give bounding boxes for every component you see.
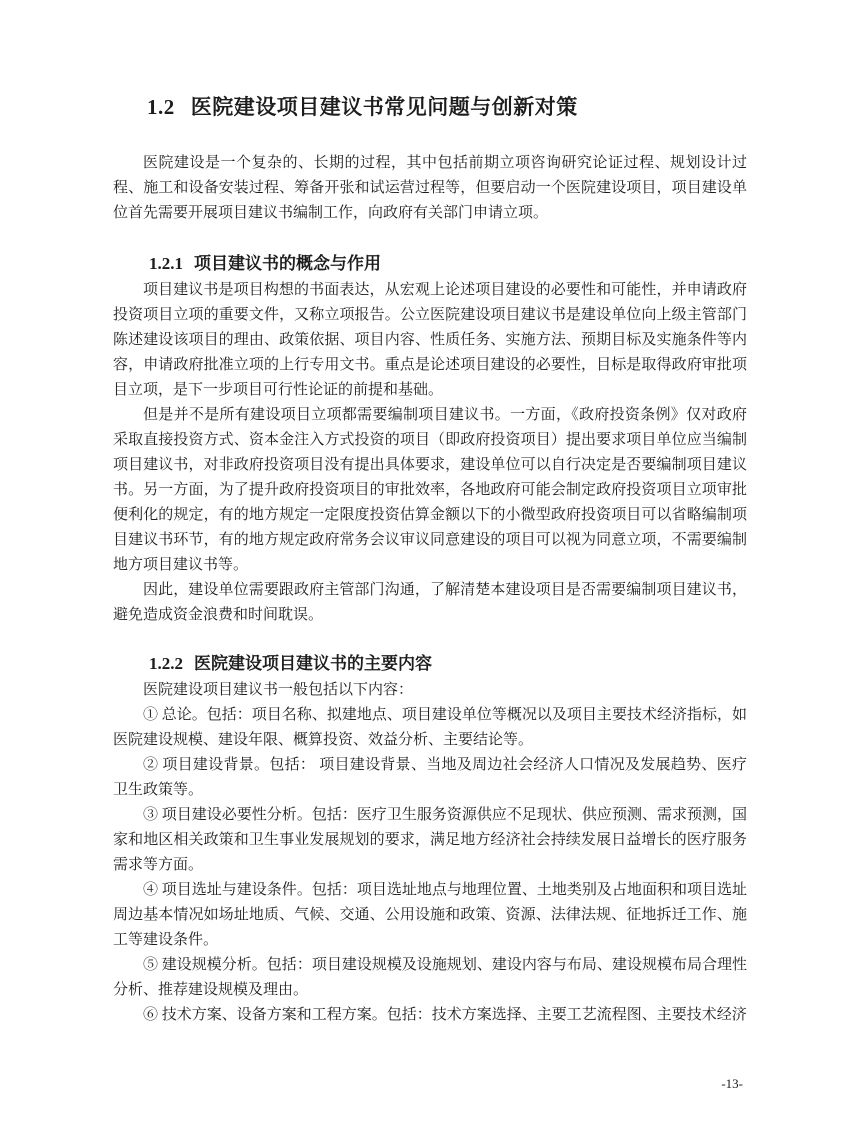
paragraph-concept-1: 项目建议书是项目构想的书面表达，从宏观上论述项目建设的必要性和可能性，并申请政府投资项目立项的重要文件，又称立项报告。公立医院建设项目建议书是建设单位向上级主管部门陈述建设该项目的理由、政策依据、项目内容、性质任务、实施方法、预期目标及实施条件等内容，申请政府批准立项的上行专用文书。重点是论述项目建设的必要性，目标是取得政府审批项目立项，是下一步项目可行性论证的前提和基础。 (113, 282, 747, 398)
list-item-4: ④ 项目选址与建设条件。包括：项目选址地点与地理位置、土地类别及占地面积和项目选址周边基本情况如场址地质、气候、交通、公用设施和政策、资源、法律法规、征地拆迁工作、施工等建设条件。 (113, 882, 747, 948)
paragraph-concept-3: 因此，建设单位需要跟政府主管部门沟通，了解清楚本建设项目是否需要编制项目建议书，避免造成资金浪费和时间耽误。 (113, 582, 747, 623)
section-heading-122 (149, 652, 747, 676)
paragraph-concept-2: 但是并不是所有建设项目立项都需要编制项目建议书。一方面，《政府投资条例》仅对政府采取直接投资方式、资本金注入方式投资的项目（即政府投资项目）提出要求项目单位应当编制项目建议书，对非政府投资项目没有提出具体要求，建设单位可以自行决定是否要编制项目建议书。另一方面，为了提升政府投资项目的审批效率，各地政府可能会制定政府投资项目立项审批便利化的规定，有的地方规定一定限度投资估算金额以下的小微型政府投资项目可以省略编制项目建议书环节，有的地方规定政府常务会议审议同意建设的项目可以视为同意立项，不需要编制地方项目建议书等。 (113, 407, 747, 573)
section-122-number: 1.2.2 (149, 654, 183, 673)
list-item-3: ③ 项目建设必要性分析。包括：医疗卫生服务资源供应不足现状、供应预测、需求预测，国家和地区相关政策和卫生事业发展规划的要求，满足地方经济社会持续发展日益增长的医疗服务需求等方面。 (113, 807, 747, 873)
chapter-heading-title: 医院建设项目建议书常见问题与创新对策 (190, 95, 578, 119)
list-item-5: ⑤ 建设规模分析。包括：项目建设规模及设施规划、建设内容与布局、建设规模布局合理性分析、推荐建设规模及理由。 (113, 957, 747, 998)
list-item-6: ⑥ 技术方案、设备方案和工程方案。包括：技术方案选择、主要工艺流程图、主要技术经济 (143, 1007, 747, 1023)
chapter-heading-number: 1.2 (147, 95, 175, 119)
section-122-title: 医院建设项目建议书的主要内容 (194, 654, 432, 673)
section-121-number: 1.2.1 (149, 254, 183, 273)
page-content (113, 0, 747, 1028)
chapter-heading (147, 93, 747, 121)
section-121-title: 项目建议书的概念与作用 (194, 254, 381, 273)
list-intro: 医院建设项目建议书一般包括以下内容： (143, 682, 414, 698)
list-item-2: ② 项目建设背景。包括： 项目建设背景、当地及周边社会经济人口情况及发展趋势、医疗卫生政策等。 (113, 757, 747, 798)
intro-paragraph: 医院建设是一个复杂的、长期的过程，其中包括前期立项咨询研究论证过程、规划设计过程、施工和设备安装过程、筹备开张和试运营过程等，但要启动一个医院建设项目，项目建设单位首先需要开展项目建议书编制工作，向政府有关部门申请立项。 (113, 155, 747, 221)
page-number: -13- (721, 1076, 743, 1091)
section-heading-121 (149, 252, 747, 276)
list-item-1: ① 总论。包括：项目名称、拟建地点、项目建设单位等概况以及项目主要技术经济指标，如医院建设规模、建设年限、概算投资、效益分析、主要结论等。 (113, 707, 747, 748)
